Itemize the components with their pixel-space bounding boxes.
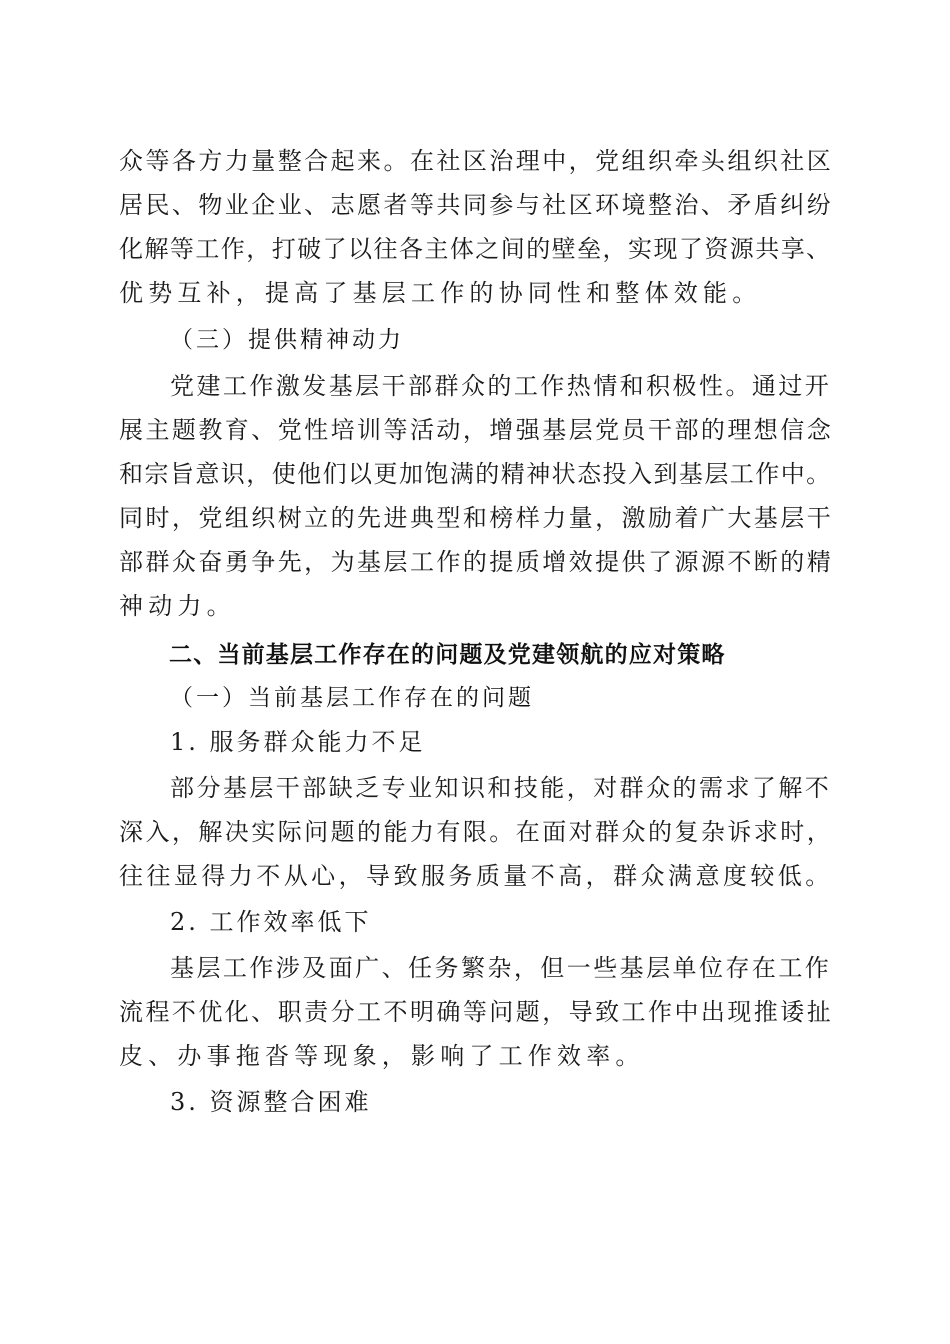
paragraph-line: 同时，党组织树立的先进典型和榜样力量，激励着广大基层干 xyxy=(119,504,834,532)
chapter-heading: 二、当前基层工作存在的问题及党建领航的应对策略 xyxy=(169,642,726,668)
paragraph-line: 和宗旨意识，使他们以更加饱满的精神状态投入到基层工作中。 xyxy=(119,460,832,488)
paragraph-line: 优势互补，提高了基层工作的协同性和整体效能。 xyxy=(119,279,762,307)
paragraph-line: 皮、办事拖沓等现象，影响了工作效率。 xyxy=(119,1042,645,1070)
paragraph-line: 部分基层干部缺乏专业知识和技能，对群众的需求了解不 xyxy=(170,774,832,802)
paragraph-line: 众等各方力量整合起来。在社区治理中，党组织牵头组织社区 xyxy=(119,147,834,175)
paragraph-line: 流程不优化、职责分工不明确等问题，导致工作中出现推诿扯 xyxy=(119,998,834,1026)
section-heading-3: （三）提供精神动力 xyxy=(170,327,404,353)
paragraph-line: 深入，解决实际问题的能力有限。在面对群众的复杂诉求时， xyxy=(119,818,834,846)
section-heading-1: （一）当前基层工作存在的问题 xyxy=(170,685,534,711)
paragraph-line: 基层工作涉及面广、任务繁杂，但一些基层单位存在工作 xyxy=(170,954,832,982)
paragraph-line: 部群众奋勇争先，为基层工作的提质增效提供了源源不断的精 xyxy=(119,548,834,576)
paragraph-line: 党建工作激发基层干部群众的工作热情和积极性。通过开 xyxy=(170,372,832,400)
item-heading-1: 1. 服务群众能力不足 xyxy=(170,728,426,756)
item-heading-3: 3. 资源整合困难 xyxy=(170,1088,372,1116)
paragraph-line: 居民、物业企业、志愿者等共同参与社区环境整治、矛盾纠纷 xyxy=(119,191,834,219)
paragraph-line: 化解等工作，打破了以往各主体之间的壁垒，实现了资源共享、 xyxy=(119,235,832,263)
item-heading-2: 2. 工作效率低下 xyxy=(170,908,372,936)
paragraph-line: 往往显得力不从心，导致服务质量不高，群众满意度较低。 xyxy=(119,862,833,890)
paragraph-line: 神动力。 xyxy=(119,592,236,620)
paragraph-line: 展主题教育、党性培训等活动，增强基层党员干部的理想信念 xyxy=(119,416,834,444)
